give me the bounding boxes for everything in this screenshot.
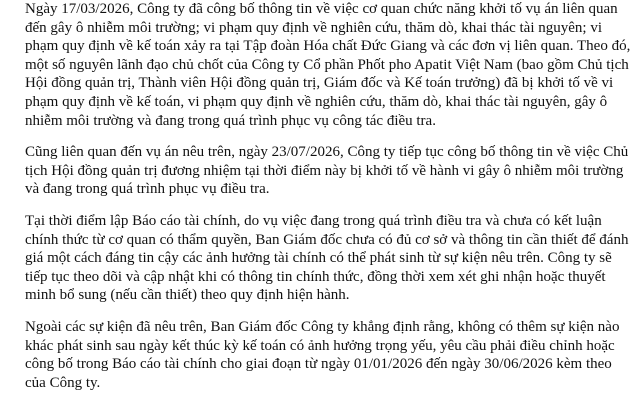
text-line: và đang trong quá trình phục vụ điều tra. (25, 181, 270, 198)
text-line: Tại thời điểm lập Báo cáo tài chính, do vụ việc đang trong quá trình điều tra và chưa có kết luận (25, 212, 602, 229)
text-line: nhiễm môi trường và đang trong quá trình phục vụ công tác điều tra. (25, 112, 436, 129)
paragraph-chairman-prosecution (25, 143, 630, 199)
text-line: tiếp tục theo dõi và cập nhật khi có thông tin chính thức, đồng thời xem xét ghi nhận hoặc thuyết (25, 268, 606, 285)
paragraph-subsequent-events (25, 318, 630, 392)
document-body (25, 0, 630, 405)
text-line: giá một cách đáng tin cậy các ảnh hưởng tài chính có thể phát sinh từ sự kiện nêu trên. Công ty sẽ (25, 250, 612, 267)
text-line: Ngày 17/03/2026, Công ty đã công bố thông tin về việc cơ quan chức năng khởi tố vụ án liên quan (25, 1, 618, 17)
text-line: chính thức từ cơ quan có thẩm quyền, Ban Giám đốc chưa có đủ cơ sở và thông tin cần thiết để đánh (25, 231, 629, 248)
paragraph-prosecution-announcement (25, 0, 630, 130)
text-line: Ngoài các sự kiện đã nêu trên, Ban Giám đốc Công ty khẳng định rằng, không có thêm sự kiện nào (25, 318, 620, 335)
text-line: một số nguyên lãnh đạo chủ chốt của Công ty Cổ phần Phốt pho Apatit Việt Nam (bao gồm Chủ tịch (25, 56, 629, 73)
paragraph-financial-impact (25, 212, 630, 305)
text-line: Hội đồng quản trị, Thành viên Hội đồng quản trị, Giám đốc và Kế toán trưởng) đã bị khởi tố về vi (25, 75, 614, 92)
text-line: Cũng liên quan đến vụ án nêu trên, ngày 23/07/2026, Công ty tiếp tục công bố thông tin về việc Chủ (25, 144, 629, 161)
text-line: của Công ty. (25, 374, 101, 391)
text-line: đến gây ô nhiễm môi trường; vi phạm quy định về nghiên cứu, thăm dò, khai thác tài nguyên; vi (25, 19, 603, 36)
text-line: công bố trong Báo cáo tài chính cho giai đoạn từ ngày 01/01/2026 đến ngày 30/06/2026 kèm theo (25, 356, 612, 373)
text-line: tịch Hội đồng quản trị đương nhiệm tại thời điểm này bị khởi tố về hành vi gây ô nhiễm môi trường (25, 162, 624, 179)
text-line: minh bổ sung (nếu cần thiết) theo quy định hiện hành. (25, 287, 350, 304)
text-line: khác phát sinh sau ngày kết thúc kỳ kế toán có ảnh hưởng trọng yếu, yêu cầu phải điều chỉnh hoặc (25, 337, 615, 354)
text-line: phạm quy định về kế toán, vi phạm quy định về nghiên cứu, thăm dò, khai thác tài nguyên, gây ô (25, 93, 608, 110)
text-line: phạm quy định về kế toán xảy ra tại Tập đoàn Hóa chất Đức Giang và các đơn vị liên quan. Theo đó, (25, 38, 631, 55)
